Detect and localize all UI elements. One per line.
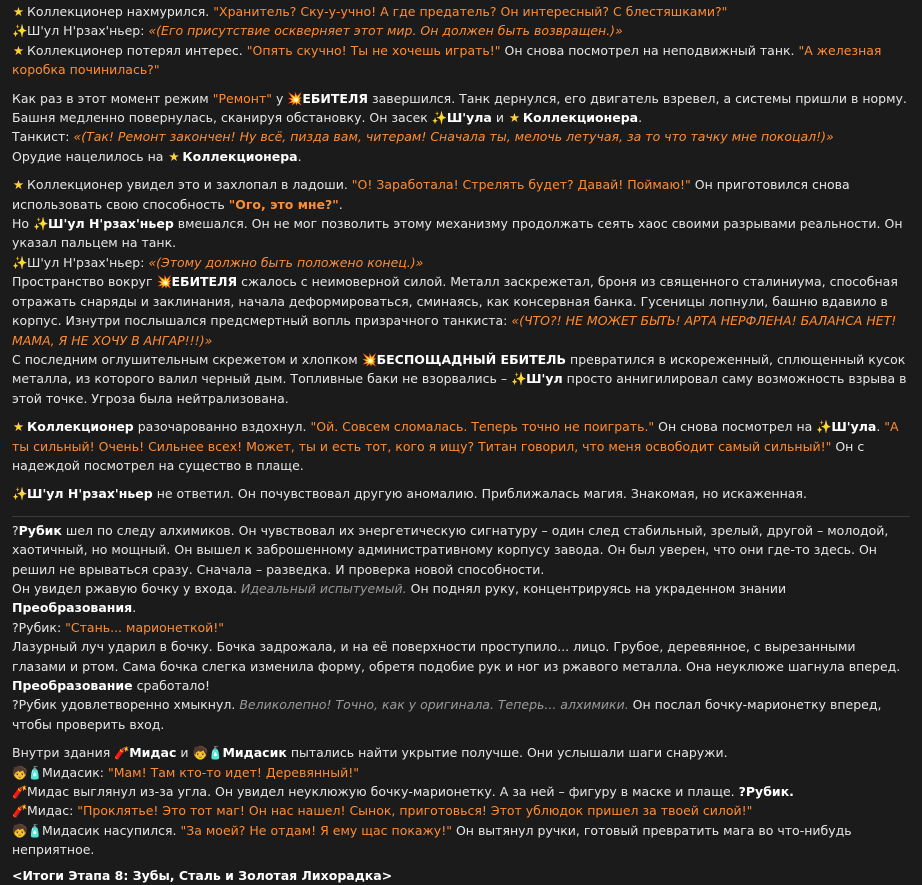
text: пытались найти укрытие получше. Они услышали шаги снаружи.: [290, 745, 728, 761]
entity-name: Коллекционера: [182, 148, 298, 164]
sparkle-icon: ✨: [511, 371, 527, 387]
paragraph: [12, 782, 910, 801]
speaker: Мидасик:: [42, 764, 104, 780]
quote: "Хранитель? Ску-у-учно! А где предатель? Он интересный? С блестяшками?": [213, 4, 728, 19]
text: Коллекционер нахмурился.: [27, 4, 210, 19]
thought: Великолепно! Точно, как у оригинала. Теперь... алхимики.: [239, 697, 629, 713]
text: Коллекционер потерял интерес.: [27, 42, 243, 58]
text: и: [180, 745, 189, 761]
bottle-icon: 🧴: [27, 822, 43, 838]
text: разочарованно вздохнул.: [137, 419, 307, 435]
paragraph: [12, 637, 910, 695]
child-icon: 🧒: [12, 764, 28, 780]
quote: "За моей? Не отдам! Я ему щас покажу!": [180, 822, 452, 838]
text: Он с надеждой посмотрел на существо в плаще.: [12, 438, 865, 473]
text: Внутри здания: [12, 745, 111, 761]
paragraph: [12, 41, 910, 80]
paragraph: [12, 743, 910, 762]
text: завершился. Танк дернулся, его двигатель взревел, а системы пришли в норму. Башня медленно повернулась, сканируя обстановку. Он засек: [12, 90, 907, 126]
paragraph: [12, 175, 910, 214]
text: шел по следу алхимиков. Он чувствовал их энергетическую сигнатуру – один след стабильный, зрелый, другой – молодой, хаотичный, но мощный. Он вышел к заброшенному административному корпусу завода. Он был уверен, что они где-то здесь. Он решил не врываться сразу. Сначала – разведка. И проверка новой способности.: [12, 522, 889, 577]
sparkle-icon: ✨: [12, 486, 28, 502]
quote: «(ЧТО?! НЕ МОЖЕТ БЫТЬ! АРТА НЕРФЛЕНА! БАЛАНСА НЕТ! МАМА, Я НЕ ХОЧУ В АНГАР!!!)»: [12, 313, 897, 348]
divider: [12, 516, 910, 517]
star-icon: ★: [12, 177, 25, 193]
paragraph: [12, 579, 910, 618]
text: Он поднял руку, концентрируясь на украденном знании: [410, 580, 787, 596]
paragraph: [12, 618, 910, 637]
paragraph: [12, 484, 910, 503]
quote: "Ремонт": [212, 90, 272, 106]
text: С последним оглушительным скрежетом и хлопком: [12, 351, 358, 367]
firecracker-icon: 🧨: [12, 784, 28, 800]
entity-name: ЕБИТЕЛЯ: [171, 274, 238, 290]
star-icon: ★: [168, 148, 180, 164]
entity-name: Мидас: [129, 745, 177, 761]
text: Лазурный луч ударил в бочку. Бочка задрожала, и на её поверхности проступило... лицо. Грубое, деревянное, с вырезанными глазами и ртом. Сама бочка слегка изменила форму, обретя подобие рук и ног из ржавого металла. Она неуклюже шагнула вперед.: [12, 639, 901, 674]
text: Он снова посмотрел на неподвижный танк.: [504, 42, 795, 58]
text: сработало!: [136, 678, 211, 693]
entity-name: Ш'ул Н'рзах'ньер: [48, 216, 174, 232]
entity-name: Коллекционера: [522, 110, 639, 126]
speaker: ?Рубик:: [12, 619, 62, 635]
paragraph: [12, 253, 910, 272]
paragraph: [12, 89, 910, 128]
speaker: Танкист:: [12, 129, 70, 145]
paragraph: [12, 2, 910, 21]
text: .: [876, 419, 881, 435]
text: ?Рубик удовлетворенно хмыкнул.: [12, 697, 236, 713]
entity-name: Коллекционер: [27, 419, 134, 435]
explosion-icon: 💥: [287, 90, 303, 106]
paragraph: [12, 272, 910, 350]
quote: "Ого, это мне?": [228, 196, 339, 212]
sparkle-icon: ✨: [33, 216, 49, 232]
paragraph: [12, 417, 910, 475]
entity-name: ?Рубик.: [738, 784, 794, 800]
text: Он приготовился снова использовать свою способность: [12, 177, 850, 212]
text: Как раз в этот момент режим: [12, 90, 209, 106]
missing-glyph: ?: [12, 522, 19, 538]
text: .: [297, 148, 302, 164]
quote: "О! Заработала! Стрелять будет? Давай! Поймаю!": [351, 177, 691, 193]
star-icon: ★: [12, 4, 25, 19]
entity-name: БЕСПОЩАДНЫЙ ЕБИТЕЛЬ: [376, 351, 567, 367]
star-icon: ★: [508, 110, 521, 126]
paragraph: [12, 214, 910, 253]
text: просто аннигилировал саму возможность взрыва в этой точке. Угроза была нейтрализована.: [12, 371, 907, 406]
skill-name: Преобразования: [12, 600, 133, 616]
quote: "Опять скучно! Ты не хочешь играть!": [246, 42, 501, 58]
paragraph: [12, 147, 910, 166]
text: вмешался. Он не мог позволить этому механизму продолжать сеять хаос своими разрывами реальности. Он указал пальцем на танк.: [12, 216, 903, 251]
entity-name: Мидасик: [222, 745, 287, 761]
explosion-icon: 💥: [156, 274, 173, 290]
bottle-icon: 🧴: [27, 764, 43, 780]
text: Он послал бочку-марионетку вперед, чтобы проверить вход.: [12, 697, 882, 732]
paragraph: [12, 21, 910, 40]
entity-name: Ш'ула: [831, 419, 877, 435]
quote: "А ты сильный! Очень! Сильнее всех! Может, ты и есть тот, кого я ищу? Титан говорил, что меня освободит самый сильный!": [12, 419, 899, 454]
quote: "Ой. Совсем сломалась. Теперь точно не поиграть.": [310, 419, 655, 435]
sparkle-icon: ✨: [816, 419, 832, 435]
text: Мидас выглянул из-за угла. Он увидел неуклюжую бочку-марионетку. А за ней – фигуру в маске и плаще.: [27, 784, 735, 800]
star-icon: ★: [12, 42, 25, 58]
entity-name: Рубик: [18, 522, 62, 538]
entity-name: Ш'ул: [526, 371, 563, 387]
paragraph: [12, 801, 910, 820]
text: Но: [12, 216, 30, 232]
sparkle-icon: ✨: [431, 110, 448, 126]
quote: «(Этому должно быть положено конец.)»: [148, 254, 424, 270]
entity-name: Ш'ула: [446, 110, 492, 126]
quote: "Проклятье! Это тот маг! Он нас нашел! Сынок, приготовься! Этот ублюдок пришел за твоей силой!": [77, 803, 753, 819]
sparkle-icon: ✨: [12, 254, 28, 270]
firecracker-icon: 🧨: [114, 745, 130, 761]
paragraph: [12, 127, 910, 146]
child-icon: 🧒: [192, 745, 209, 761]
text: Коллекционер увидел это и захлопал в ладоши.: [27, 177, 348, 193]
section-title: <Итоги Этапа 8: Зубы, Сталь и Золотая Лихорадка>: [12, 867, 393, 883]
paragraph: [12, 821, 910, 860]
star-icon: ★: [12, 419, 25, 435]
entity-name: ЕБИТЕЛЯ: [302, 90, 368, 106]
speaker: Ш'ул Н'рзах'ньер:: [27, 254, 145, 270]
skill-name: Преобразование: [12, 678, 133, 693]
text: и: [495, 110, 504, 126]
text: превратился в искореженный, сплющенный кусок металла, из которого валил черный дым. Топливные баки не взорвались –: [12, 351, 906, 387]
sparkle-icon: ✨: [12, 23, 28, 39]
explosion-icon: 💥: [361, 351, 378, 367]
text: сжалось с неимоверной силой. Металл заскрежетал, броня из священного сталиниума, способная отражать снаряды и заклинания, начала деформироваться, сминаясь, как консервная банка. Гусеницы лопнули, башню вдавило в корпус. Изнутри послышался предсмертный вопль призрачного танкиста:: [12, 274, 898, 329]
firecracker-icon: 🧨: [12, 803, 28, 819]
text: у: [275, 90, 284, 106]
text: .: [638, 110, 643, 126]
paragraph: [12, 350, 910, 408]
thought: Идеальный испытуемый.: [241, 580, 407, 596]
text: Орудие нацелилось на: [12, 148, 164, 164]
bottle-icon: 🧴: [207, 745, 224, 761]
quote: "Стань... марионеткой!": [65, 619, 225, 635]
text: Мидасик насупился.: [42, 822, 177, 838]
text: Он увидел ржавую бочку у входа.: [12, 580, 238, 596]
text: не ответил. Он почувствовал другую аномалию. Приближалась магия. Знакомая, но искаженная.: [156, 486, 807, 502]
child-icon: 🧒: [12, 822, 28, 838]
quote: «(Его присутствие оскверняет этот мир. Он должен быть возвращен.)»: [148, 23, 623, 39]
entity-name: Ш'ул Н'рзах'ньер: [27, 486, 153, 502]
speaker: Мидас:: [27, 803, 74, 819]
quote: "А железная коробка починилась?": [12, 42, 882, 78]
text: Он вытянул ручки, готовый превратить мага во что-нибудь неприятное.: [12, 822, 852, 858]
paragraph: [12, 763, 910, 782]
text: .: [132, 600, 137, 616]
text: Пространство вокруг: [12, 274, 153, 290]
paragraph: [12, 695, 910, 734]
paragraph: [12, 521, 910, 579]
text: Он снова посмотрел на: [658, 419, 813, 435]
quote: "Мам! Там кто-то идет! Деревянный!": [107, 764, 359, 780]
quote: «(Так! Ремонт закончен! Ну всё, пизда вам, читерам! Сначала ты, мелочь летучая, за то что тачку мне покоцал!)»: [73, 129, 834, 145]
text: .: [338, 196, 343, 212]
speaker: Ш'ул Н'рзах'ньер:: [27, 23, 145, 39]
